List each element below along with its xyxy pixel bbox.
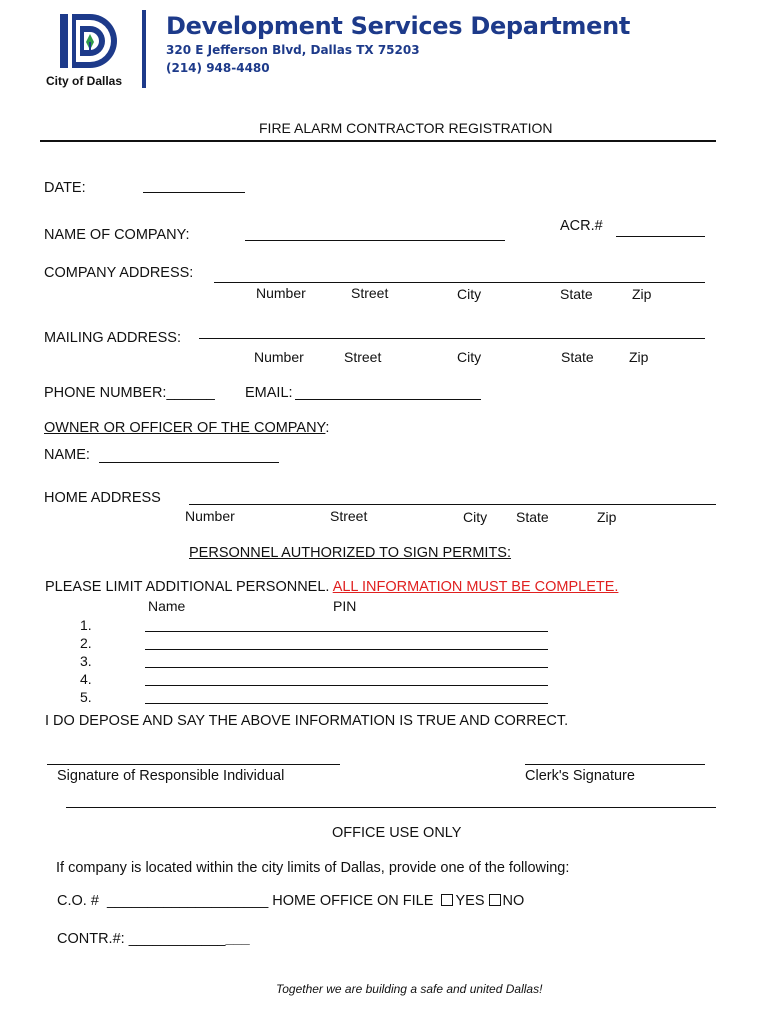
department-name: Development Services Department <box>166 12 631 40</box>
department-address: 320 E Jefferson Blvd, Dallas TX 75203 <box>166 43 420 57</box>
company-address-number-caption: Number <box>256 285 306 301</box>
company-address-label: COMPANY ADDRESS: <box>44 265 194 281</box>
personnel-row-field[interactable] <box>145 685 548 686</box>
clerk-signature-field[interactable] <box>525 764 705 765</box>
limit-personnel-text <box>45 580 618 595</box>
responsible-signature-field[interactable] <box>47 764 340 765</box>
co-field[interactable]: ____________________ <box>106 893 269 909</box>
yes-checkbox[interactable] <box>441 893 484 909</box>
complete-warning: ALL INFORMATION MUST BE COMPLETE. <box>332 579 619 595</box>
home-address-zip-caption: Zip <box>597 509 617 525</box>
contr-field[interactable]: ____________ <box>128 931 226 947</box>
owner-heading-text: OWNER OR OFFICER OF THE COMPANY <box>44 420 326 436</box>
contr-row <box>57 932 250 947</box>
company-address-street-caption: Street <box>351 285 389 301</box>
home-address-state-caption: State <box>516 509 549 525</box>
header-divider <box>142 10 146 88</box>
home-address-street-caption: Street <box>330 508 368 524</box>
contr-field-tail[interactable]: ___ <box>225 931 250 947</box>
home-address-label: HOME ADDRESS <box>44 490 161 506</box>
mailing-address-street-caption: Street <box>344 349 382 365</box>
responsible-signature-label: Signature of Responsible Individual <box>57 768 285 784</box>
company-name-label: NAME OF COMPANY: <box>44 227 190 243</box>
company-address-state-caption: State <box>560 286 593 302</box>
personnel-row-number: 2. <box>80 635 92 651</box>
no-label: NO <box>502 893 525 909</box>
mailing-address-field[interactable] <box>199 338 705 339</box>
checkbox-icon <box>441 894 453 906</box>
email-field[interactable] <box>295 399 481 400</box>
company-address-zip-caption: Zip <box>632 286 652 302</box>
no-checkbox[interactable] <box>489 893 525 909</box>
owner-heading-colon: : <box>325 420 330 436</box>
date-field[interactable] <box>143 192 245 193</box>
personnel-row-field[interactable] <box>145 667 548 668</box>
footer-tagline: Together we are building a safe and united Dallas! <box>276 982 543 996</box>
home-address-city-caption: City <box>463 509 488 525</box>
owner-name-label: NAME: <box>44 447 90 463</box>
owner-name-field[interactable] <box>99 462 279 463</box>
acr-label: ACR.# <box>560 218 603 234</box>
co-label: C.O. # <box>57 893 99 909</box>
contr-label: CONTR.#: <box>57 931 125 947</box>
phone-label: PHONE NUMBER:______ <box>44 385 215 401</box>
checkbox-icon <box>489 894 501 906</box>
clerk-signature-label: Clerk's Signature <box>525 768 635 784</box>
co-number-row <box>57 894 524 909</box>
office-use-heading: OFFICE USE ONLY <box>332 825 462 841</box>
personnel-row-number: 5. <box>80 689 92 705</box>
company-address-field[interactable] <box>214 282 705 283</box>
personnel-heading: PERSONNEL AUTHORIZED TO SIGN PERMITS: <box>189 545 512 561</box>
mailing-address-state-caption: State <box>561 349 594 365</box>
company-name-field[interactable] <box>245 240 505 241</box>
personnel-row-field[interactable] <box>145 649 548 650</box>
personnel-row-number: 1. <box>80 617 92 633</box>
mailing-address-zip-caption: Zip <box>629 349 649 365</box>
department-phone: (214) 948-4480 <box>166 61 270 75</box>
form-title: FIRE ALARM CONTRACTOR REGISTRATION <box>259 120 553 136</box>
owner-heading <box>44 421 329 436</box>
office-use-rule <box>66 807 716 808</box>
email-label: EMAIL: <box>245 385 293 401</box>
home-address-number-caption: Number <box>185 508 235 524</box>
personnel-row-number: 4. <box>80 671 92 687</box>
personnel-col-pin: PIN <box>333 598 357 614</box>
personnel-row-field[interactable] <box>145 703 548 704</box>
mailing-address-label: MAILING ADDRESS: <box>44 330 181 346</box>
dallas-logo-icon <box>46 12 130 72</box>
logo-caption: City of Dallas <box>46 74 123 88</box>
office-use-instruction: If company is located within the city limits of Dallas, provide one of the following: <box>56 860 570 876</box>
yes-label: YES <box>455 893 485 909</box>
personnel-col-name: Name <box>148 598 186 614</box>
home-office-label: HOME OFFICE ON FILE <box>272 893 434 909</box>
personnel-row-field[interactable] <box>145 631 548 632</box>
city-logo <box>46 12 130 88</box>
company-address-city-caption: City <box>457 286 482 302</box>
depose-statement: I DO DEPOSE AND SAY THE ABOVE INFORMATION IS TRUE AND CORRECT. <box>45 713 569 729</box>
date-label: DATE: <box>44 180 86 196</box>
title-rule <box>40 140 716 142</box>
mailing-address-number-caption: Number <box>254 349 304 365</box>
personnel-row-number: 3. <box>80 653 92 669</box>
home-address-field[interactable] <box>189 504 716 505</box>
acr-field[interactable] <box>616 236 705 237</box>
mailing-address-city-caption: City <box>457 349 482 365</box>
limit-text: PLEASE LIMIT ADDITIONAL PERSONNEL. <box>45 579 330 595</box>
